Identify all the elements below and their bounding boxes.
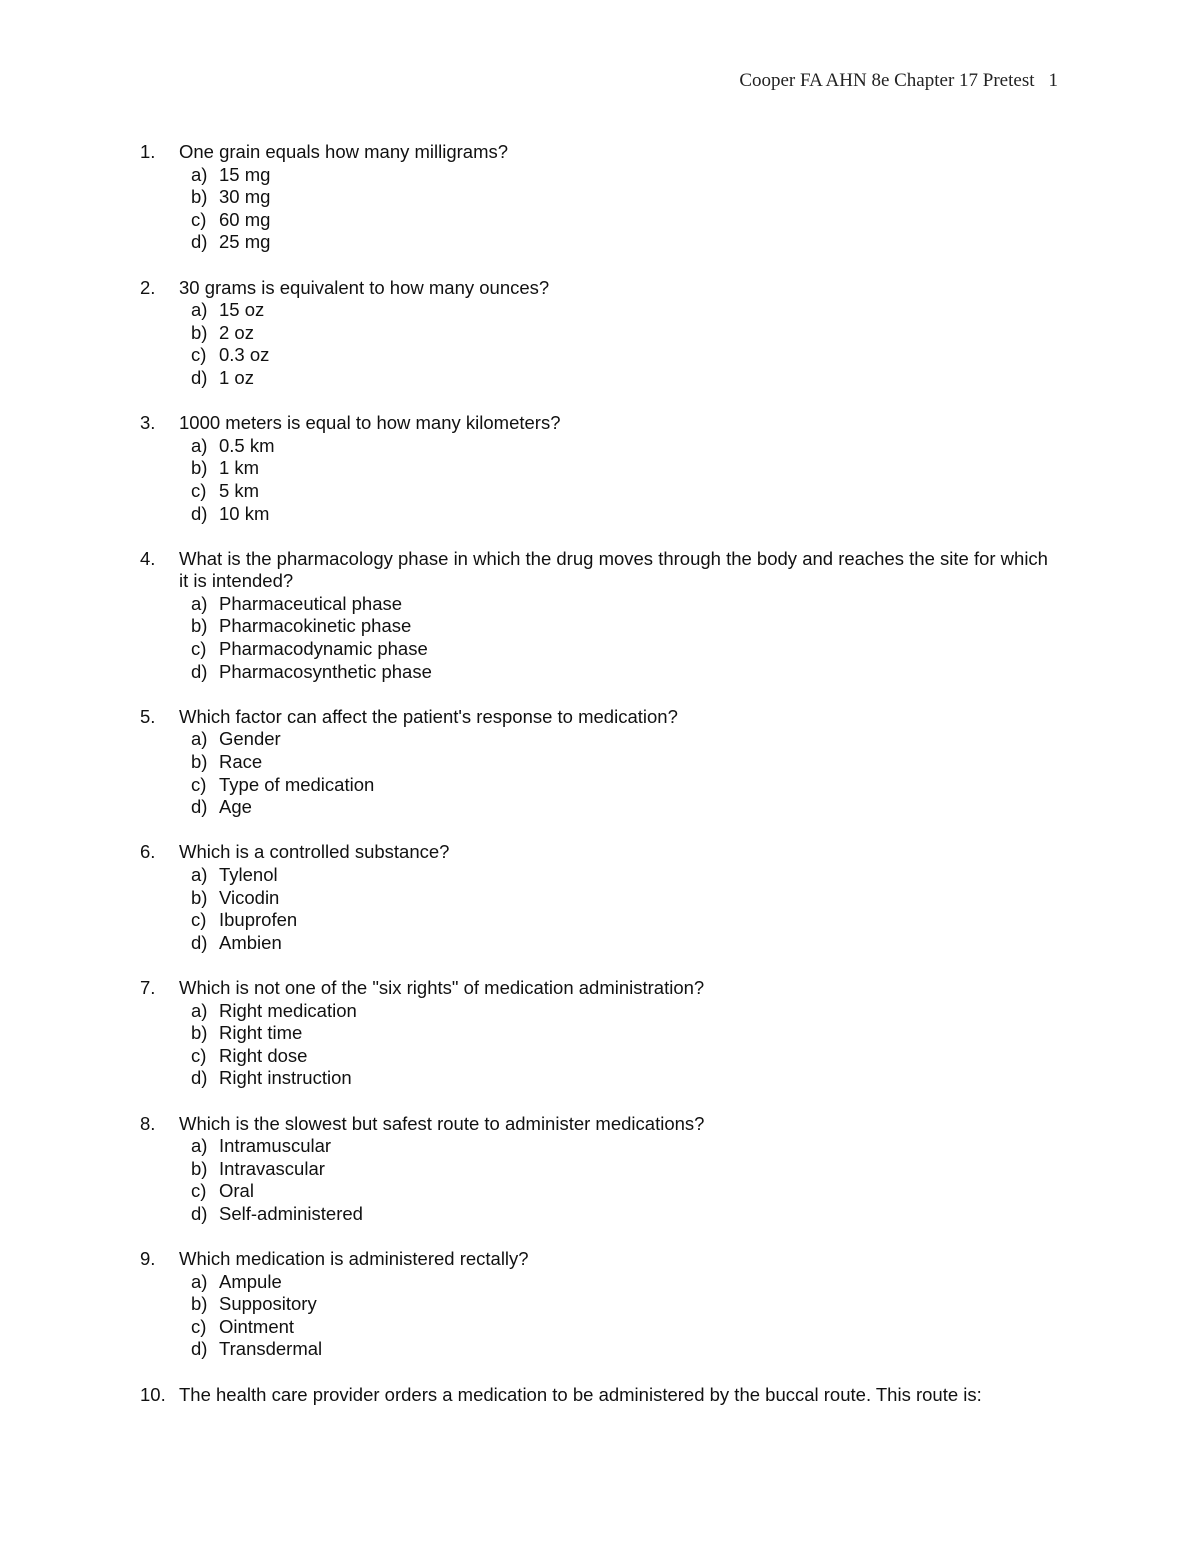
answer-option: [191, 1067, 1060, 1090]
answer-options: [191, 1135, 1060, 1225]
answer-options: [191, 864, 1060, 954]
option-text: Vicodin: [219, 886, 280, 908]
option-letter: a): [191, 592, 208, 614]
option-text: Right time: [219, 1022, 303, 1044]
question-text: One grain equals how many milligrams?: [179, 141, 509, 162]
answer-option: [191, 1203, 1060, 1226]
question-number: 1.: [140, 141, 156, 162]
question-text: The health care provider orders a medication to be administered by the buccal route. This route is:: [179, 1383, 982, 1405]
option-text: 30 mg: [219, 186, 271, 208]
option-letter: a): [191, 864, 208, 885]
option-letter: a): [191, 1135, 208, 1157]
question-text: Which is not one of the "six rights" of medication administration?: [179, 976, 705, 998]
answer-option: [191, 457, 1060, 480]
answer-option: [191, 231, 1060, 254]
answer-option: [191, 1180, 1060, 1203]
option-letter: b): [191, 457, 208, 479]
question-6: [140, 841, 1060, 954]
option-letter: a): [191, 299, 208, 321]
answer-option: [191, 909, 1060, 932]
question-stem: [140, 277, 1060, 300]
option-letter: c): [191, 208, 207, 230]
answer-option: [191, 186, 1060, 209]
question-stem: [140, 141, 1060, 164]
option-letter: c): [191, 1044, 207, 1066]
option-text: 5 km: [219, 479, 260, 501]
option-letter: d): [191, 366, 208, 388]
option-letter: c): [191, 479, 207, 501]
question-number: 5.: [140, 705, 156, 727]
option-letter: d): [191, 931, 208, 953]
answer-option: [191, 593, 1060, 616]
option-letter: c): [191, 638, 207, 660]
question-7: [140, 977, 1060, 1090]
answer-option: [191, 435, 1060, 458]
option-letter: d): [191, 1067, 208, 1089]
answer-option: [191, 796, 1060, 819]
option-letter: d): [191, 231, 208, 253]
answer-option: [191, 1000, 1060, 1023]
option-letter: d): [191, 502, 208, 524]
answer-option: [191, 1135, 1060, 1158]
option-text: Pharmacosynthetic phase: [219, 660, 432, 682]
page-number: 1: [1048, 70, 1058, 91]
question-number: 7.: [140, 976, 156, 998]
question-text: Which is a controlled substance?: [179, 841, 450, 863]
option-text: Pharmacokinetic phase: [219, 615, 412, 637]
option-text: 1 oz: [219, 366, 254, 388]
answer-option: [191, 864, 1060, 887]
question-number: 9.: [140, 1248, 156, 1270]
option-text: Ambien: [219, 931, 282, 953]
option-letter: b): [191, 751, 208, 773]
question-number: 3.: [140, 412, 156, 434]
option-text: 2 oz: [219, 321, 254, 343]
answer-option: [191, 661, 1060, 684]
question-text: Which medication is administered rectally?: [179, 1248, 529, 1270]
option-text: Race: [219, 751, 263, 773]
answer-option: [191, 615, 1060, 638]
option-text: Type of medication: [219, 773, 375, 795]
option-text: Age: [219, 796, 252, 818]
option-text: 25 mg: [219, 231, 271, 253]
question-10: [140, 1384, 1060, 1407]
option-letter: d): [191, 1338, 208, 1360]
question-stem: [140, 977, 1060, 1000]
question-stem: [140, 1248, 1060, 1271]
option-letter: b): [191, 1157, 208, 1179]
answer-option: [191, 1158, 1060, 1181]
page-header: [739, 70, 1058, 92]
question-5: [140, 706, 1060, 819]
option-letter: a): [191, 434, 208, 456]
option-text: 0.3 oz: [219, 344, 270, 366]
question-number: 6.: [140, 841, 156, 863]
option-text: Pharmaceutical phase: [219, 592, 403, 614]
option-text: 15 mg: [219, 163, 271, 185]
answer-option: [191, 751, 1060, 774]
question-text: Which is the slowest but safest route to administer medications?: [179, 1112, 705, 1134]
option-text: 1 km: [219, 457, 260, 479]
option-text: Intravascular: [219, 1157, 325, 1179]
answer-option: [191, 638, 1060, 661]
option-text: Ampule: [219, 1270, 282, 1292]
answer-option: [191, 209, 1060, 232]
question-stem: [140, 1384, 1060, 1407]
option-letter: c): [191, 909, 207, 931]
option-letter: b): [191, 886, 208, 908]
answer-option: [191, 503, 1060, 526]
question-number: 8.: [140, 1112, 156, 1134]
option-text: Ibuprofen: [219, 909, 298, 931]
answer-option: [191, 774, 1060, 797]
answer-option: [191, 1045, 1060, 1068]
question-number: 10.: [140, 1383, 166, 1405]
question-text: What is the pharmacology phase in which the drug moves through the body and reaches the site for which it is intended?: [179, 547, 1048, 592]
question-stem: [140, 412, 1060, 435]
option-letter: b): [191, 186, 208, 208]
option-text: 10 km: [219, 502, 270, 524]
question-text: 1000 meters is equal to how many kilometers?: [179, 412, 561, 434]
question-8: [140, 1113, 1060, 1226]
answer-option: [191, 299, 1060, 322]
answer-option: [191, 932, 1060, 955]
answer-option: [191, 480, 1060, 503]
option-text: Right instruction: [219, 1067, 352, 1089]
option-letter: a): [191, 1270, 208, 1292]
option-letter: a): [191, 163, 208, 185]
option-letter: a): [191, 728, 208, 750]
option-letter: a): [191, 999, 208, 1021]
option-text: Intramuscular: [219, 1135, 332, 1157]
option-text: Pharmacodynamic phase: [219, 638, 428, 660]
option-text: Ointment: [219, 1315, 295, 1337]
answer-options: [191, 593, 1060, 683]
question-2: [140, 277, 1060, 390]
answer-option: [191, 1022, 1060, 1045]
option-text: Transdermal: [219, 1338, 323, 1360]
question-text: Which factor can affect the patient's response to medication?: [179, 705, 678, 727]
option-text: 0.5 km: [219, 434, 275, 456]
answer-option: [191, 322, 1060, 345]
answer-options: [191, 1271, 1060, 1361]
option-letter: b): [191, 1293, 208, 1315]
answer-option: [191, 367, 1060, 390]
option-text: Suppository: [219, 1293, 317, 1315]
option-letter: b): [191, 1022, 208, 1044]
option-text: Gender: [219, 728, 281, 750]
option-letter: d): [191, 660, 208, 682]
document-title: Cooper FA AHN 8e Chapter 17 Pretest: [739, 70, 1035, 91]
question-stem: [140, 1113, 1060, 1136]
answer-options: [191, 435, 1060, 525]
answer-option: [191, 887, 1060, 910]
question-number: 2.: [140, 276, 156, 298]
option-letter: d): [191, 796, 208, 818]
answer-option: [191, 164, 1060, 187]
option-letter: c): [191, 344, 207, 366]
answer-options: [191, 164, 1060, 254]
question-1: [140, 141, 1060, 254]
answer-option: [191, 1338, 1060, 1361]
answer-options: [191, 299, 1060, 389]
option-letter: c): [191, 1180, 207, 1202]
option-text: Right dose: [219, 1044, 308, 1066]
question-list: [140, 141, 1060, 1429]
answer-option: [191, 344, 1060, 367]
answer-option: [191, 728, 1060, 751]
answer-option: [191, 1316, 1060, 1339]
question-9: [140, 1248, 1060, 1361]
option-text: 60 mg: [219, 208, 271, 230]
question-stem: [140, 841, 1060, 864]
option-text: Right medication: [219, 999, 357, 1021]
option-text: Tylenol: [219, 864, 278, 885]
option-letter: d): [191, 1202, 208, 1224]
option-letter: b): [191, 321, 208, 343]
option-letter: b): [191, 615, 208, 637]
question-number: 4.: [140, 547, 156, 569]
answer-option: [191, 1271, 1060, 1294]
option-letter: c): [191, 1315, 207, 1337]
option-letter: c): [191, 773, 207, 795]
answer-options: [191, 1000, 1060, 1090]
question-stem: [140, 548, 1060, 593]
option-text: Oral: [219, 1180, 254, 1202]
question-stem: [140, 706, 1060, 729]
question-3: [140, 412, 1060, 525]
option-text: Self-administered: [219, 1202, 363, 1224]
answer-option: [191, 1293, 1060, 1316]
question-text: 30 grams is equivalent to how many ounces?: [179, 276, 550, 298]
answer-options: [191, 728, 1060, 818]
option-text: 15 oz: [219, 299, 265, 321]
question-4: [140, 548, 1060, 684]
